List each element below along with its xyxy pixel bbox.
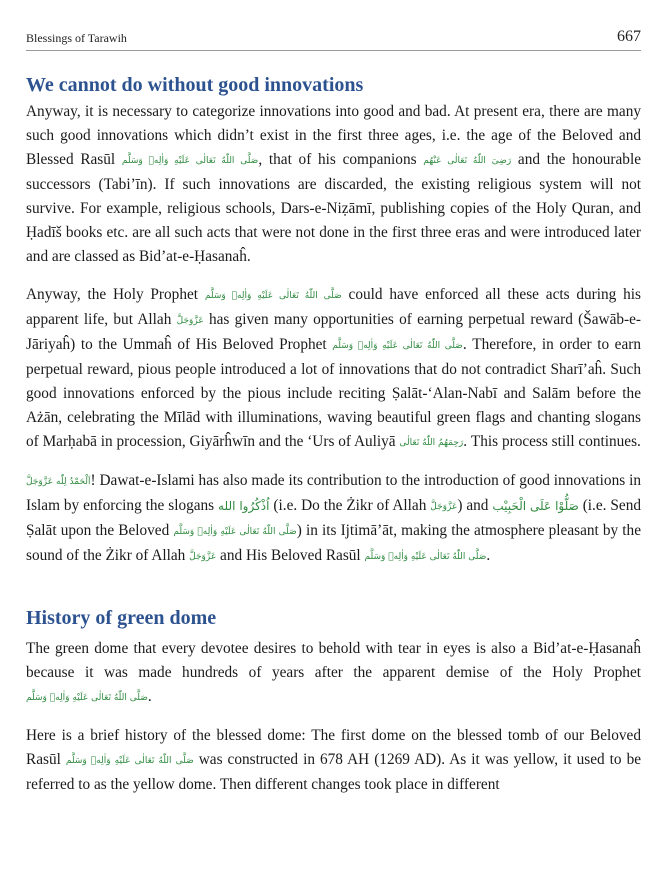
honorific-rahimahum: رَحِمَهُمُ اللّٰهُ تَعَالٰى bbox=[399, 438, 464, 448]
text-run: has given many opportunities of earning perpetual reward (Šawāb-e-Jāriyaĥ) to the Ummaĥ of His Beloved Prophet bbox=[26, 311, 641, 353]
text-run: Anyway, it is necessary to categorize innovations into good and bad. At present era, there are many such good innovations which didn’t exist in the first three ages, i.e. the age of the Beloved and Blessed Rasūl bbox=[26, 103, 641, 168]
slogan-uzkuru-allah: اُذْكُرُوا الله bbox=[218, 499, 270, 513]
honorific-salla: صَلَّى اللّٰهُ تَعَالٰى عَلَيْهِ وَاٰلِهٖ وَسَلَّم bbox=[65, 756, 194, 766]
honorific-radiyallah: رَضِىَ اللّٰهُ تَعَالٰى عَنْهُم bbox=[423, 156, 512, 166]
honorific-salla: صَلَّى اللّٰهُ تَعَالٰى عَلَيْهِ وَاٰلِهٖ وَسَلَّم bbox=[204, 291, 342, 301]
honorific-azzawajal: عَزَّوَجَلَّ bbox=[176, 316, 204, 326]
text-run: The green dome that every devotee desires to behold with tear in eyes is also a Bid’at-e-Ḥasanaĥ because it was made hundreds of years after the apparent demise of the Holy Prophet bbox=[26, 640, 641, 681]
page-number: 667 bbox=[617, 28, 641, 45]
text-run: ! Dawat-e-Islami has also made its contribution to the introduction of good innovations in Islam by enforcing the slogans bbox=[26, 472, 641, 514]
text-run: and His Beloved Rasūl bbox=[216, 547, 365, 564]
text-run: . This process still continues. bbox=[463, 433, 641, 450]
honorific-salla: صَلَّى اللّٰهُ تَعَالٰى عَلَيْهِ وَاٰلِهٖ وَسَلَّم bbox=[26, 693, 148, 703]
text-run: ) and bbox=[457, 497, 493, 514]
text-run: , that of his companions bbox=[258, 151, 424, 168]
paragraph-categorize-innovations bbox=[26, 100, 641, 269]
paragraph-holy-prophet bbox=[26, 283, 641, 455]
page-content bbox=[26, 72, 641, 797]
text-run: could have enforced all these acts during his apparent life, but Allah bbox=[26, 286, 642, 328]
honorific-azzawajal: عَزَّوَجَلَّ bbox=[430, 502, 458, 512]
section-heading-green-dome: History of green dome bbox=[26, 607, 217, 629]
text-run: and the honourable successors (Tabi’īn). If such innovations are discarded, the existing religious system will not survive. For example, religious schools, Dars-e-Niẓāmī, publishing copies of the Holy Quran, and Ḥadīš books etc. are all such acts that were not done in the first three eras and were introduced later and are classed as Bid’at-e-Ḥasanaĥ. bbox=[26, 151, 641, 265]
running-header bbox=[26, 28, 641, 51]
honorific-salla: صَلَّى اللّٰهُ تَعَالٰى عَلَيْهِ وَاٰلِهٖ وَسَلَّم bbox=[364, 552, 487, 562]
paragraph-dawat-e-islami bbox=[26, 469, 641, 569]
text-run: . bbox=[486, 547, 491, 564]
text-run: Anyway, the Holy Prophet bbox=[26, 286, 205, 303]
honorific-salla: صَلَّى اللّٰهُ تَعَالٰى عَلَيْهِ وَاٰلِهٖ وَسَلَّم bbox=[121, 156, 259, 166]
text-run: was constructed in 678 AH (1269 AD). As it was yellow, it used to be referred to as the yellow dome. Then different changes took place in different bbox=[26, 751, 642, 793]
text-run: (i.e. Do the Żikr of Allah bbox=[269, 497, 431, 514]
paragraph-dome-history bbox=[26, 724, 641, 797]
section-heading-good-innovations: We cannot do without good innovations bbox=[26, 74, 364, 96]
paragraph-green-dome-bidat bbox=[26, 637, 641, 710]
text-run: . Therefore, in order to earn perpetual reward, pious people introduced a lot of innovations that do not contradict Sharī’aĥ. Such good innovations enforced by the pious include reciting Ṣalāt-‘Alan-Nabī and Salām before the Ażān, celebrating the Mīlād with illuminations, waving beautiful green flags and chanting slogans of Marḥabā in procession, Giyārĥwīn and the ‘Urs of Auliyā bbox=[26, 336, 641, 450]
text-run: Here is a brief history of the blessed dome: The first dome on the blessed tomb of our Beloved Rasūl bbox=[26, 727, 641, 768]
honorific-salla: صَلَّى اللّٰهُ تَعَالٰى عَلَيْهِ وَاٰلِهٖ وَسَلَّم bbox=[332, 341, 463, 351]
section-green-dome bbox=[26, 605, 641, 797]
text-run: (i.e. Send Ṣalāt upon the Beloved bbox=[26, 497, 641, 539]
slogan-sallu-alal-habib: صَلُّوْا عَلَى الْحَبِيْب bbox=[492, 499, 579, 513]
text-run: . bbox=[147, 688, 152, 705]
honorific-salla: صَلَّى اللّٰهُ تَعَالٰى عَلَيْهِ وَاٰلِهٖ وَسَلَّم bbox=[173, 527, 297, 537]
text-run: ) in its Ijtimā’āt, making the atmosphere pleasant by the sound of the Żikr of Allah bbox=[26, 522, 641, 564]
honorific-azzawajal: عَزَّوَجَلَّ bbox=[189, 552, 217, 562]
running-title: Blessings of Tarawih bbox=[26, 31, 127, 45]
honorific-alhamdulillah: اَلْحَمْدُ لِلّٰه عَزَّوَجَلَّ bbox=[26, 477, 91, 487]
